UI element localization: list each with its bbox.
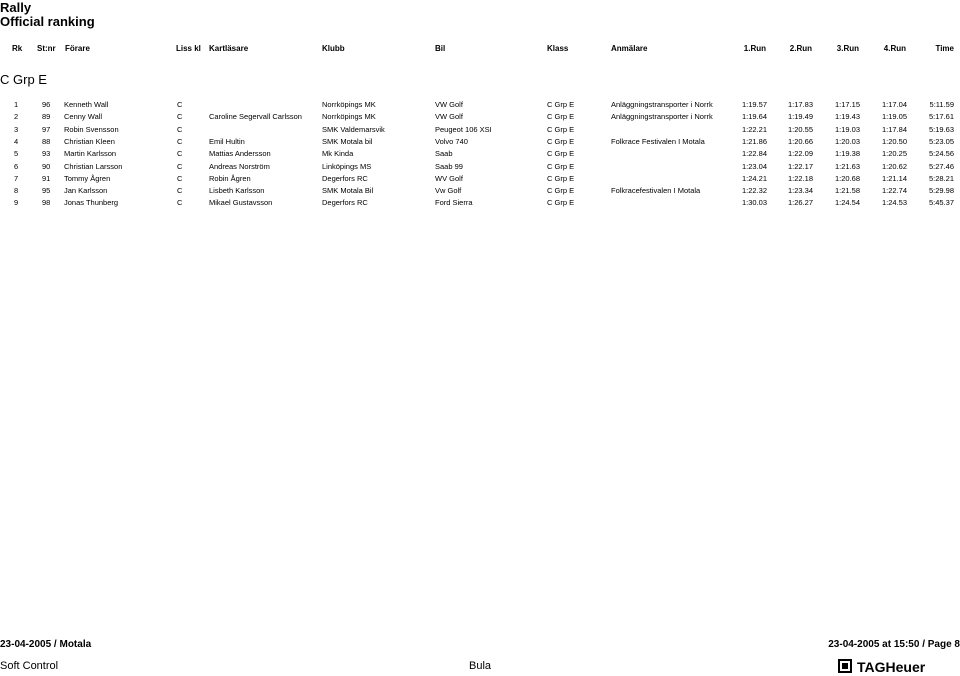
- cell-klubb: Degerfors RC: [322, 198, 368, 208]
- cell-run3: 1:17.15: [834, 100, 860, 109]
- doc-title: Rally: [0, 0, 32, 15]
- header-run4: 4.Run: [883, 44, 906, 53]
- footer-software: Soft Control: [0, 660, 59, 672]
- cell-time: 5:24.56: [928, 149, 954, 159]
- cell-stnr: 93: [42, 149, 51, 159]
- cell-anmalare: Folkracefestivalen I Motala: [611, 186, 701, 196]
- cell-run4: 1:17.04: [881, 100, 907, 109]
- cell-stnr: 89: [42, 112, 51, 122]
- cell-anmalare: Anläggningstransporter i Norrk: [611, 112, 713, 122]
- cell-klubb: Norrköpings MK: [322, 112, 376, 122]
- cell-klubb: SMK Motala bil: [322, 136, 373, 146]
- table-row: [0, 197, 960, 209]
- cell-klass: C Grp E: [547, 186, 575, 196]
- cell-forare: Jonas Thunberg: [64, 198, 119, 208]
- table-row: [0, 111, 960, 123]
- cell-klubb: Degerfors RC: [322, 173, 368, 183]
- cell-run3: 1:24.54: [834, 198, 860, 208]
- cell-klass: C Grp E: [547, 198, 575, 208]
- table-row: [0, 148, 960, 160]
- cell-rk: 7: [14, 173, 19, 183]
- cell-lisskl: C: [177, 198, 183, 208]
- cell-forare: Kenneth Wall: [64, 100, 109, 109]
- cell-forare: Jan Karlsson: [64, 186, 108, 196]
- table-row: [0, 136, 960, 148]
- cell-run2: 1:22.18: [787, 173, 813, 183]
- header-kartlasare: Kartläsare: [209, 44, 249, 53]
- cell-run4: 1:17.84: [881, 124, 907, 134]
- cell-run4: 1:20.62: [881, 161, 907, 171]
- cell-run1: 1:19.57: [741, 100, 767, 109]
- cell-klass: C Grp E: [547, 124, 575, 134]
- cell-stnr: 96: [42, 100, 51, 109]
- cell-bil: VW Golf: [435, 100, 463, 109]
- cell-bil: VW Golf: [435, 112, 463, 122]
- cell-lisskl: C: [177, 136, 183, 146]
- cell-run4: 1:19.05: [881, 112, 907, 122]
- cell-forare: Christian Kleen: [64, 136, 115, 146]
- cell-kartlasare: Caroline Segervall Carlsson: [209, 112, 302, 122]
- cell-lisskl: C: [177, 161, 183, 171]
- cell-rk: 2: [14, 112, 19, 122]
- cell-klass: C Grp E: [547, 136, 575, 146]
- cell-stnr: 91: [42, 173, 51, 183]
- cell-klass: C Grp E: [547, 149, 575, 159]
- cell-bil: Vw Golf: [435, 186, 462, 196]
- cell-forare: Christian Larsson: [64, 161, 123, 171]
- cell-run1: 1:24.21: [741, 173, 767, 183]
- cell-run3: 1:19.38: [834, 149, 860, 159]
- cell-bil: Peugeot 106 XSI: [435, 124, 492, 134]
- cell-rk: 3: [14, 124, 19, 134]
- cell-kartlasare: Mikael Gustavsson: [209, 198, 273, 208]
- cell-kartlasare: Mattias Andersson: [209, 149, 271, 159]
- header-anmalare: Anmälare: [611, 44, 648, 53]
- cell-bil: Volvo 740: [435, 136, 468, 146]
- cell-kartlasare: Lisbeth Karlsson: [209, 186, 265, 196]
- cell-forare: Cenny Wall: [64, 112, 103, 122]
- header-run3: 3.Run: [836, 44, 859, 53]
- cell-kartlasare: Robin Ågren: [209, 173, 251, 183]
- cell-rk: 9: [14, 198, 19, 208]
- footer-center-label: Bula: [469, 660, 492, 672]
- cell-klubb: Norrköpings MK: [322, 100, 376, 109]
- cell-bil: Ford Sierra: [435, 198, 473, 208]
- cell-run1: 1:19.64: [741, 112, 767, 122]
- cell-lisskl: C: [177, 112, 183, 122]
- cell-rk: 6: [14, 161, 19, 171]
- cell-run4: 1:21.14: [881, 173, 907, 183]
- cell-run2: 1:22.17: [787, 161, 813, 171]
- cell-lisskl: C: [177, 186, 183, 196]
- header-time: Time: [935, 44, 954, 53]
- tagheuer-logo: [838, 657, 960, 675]
- cell-run2: 1:20.55: [787, 124, 813, 134]
- logo-text: TAGHeuer: [857, 659, 926, 675]
- cell-lisskl: C: [177, 100, 183, 109]
- header-stnr: St:nr: [37, 44, 56, 53]
- cell-klubb: SMK Motala Bil: [322, 186, 374, 196]
- header-run2: 2.Run: [789, 44, 812, 53]
- cell-run3: 1:20.68: [834, 173, 860, 183]
- cell-lisskl: C: [177, 149, 183, 159]
- cell-rk: 4: [14, 136, 19, 146]
- cell-run1: 1:22.21: [741, 124, 767, 134]
- cell-klass: C Grp E: [547, 161, 575, 171]
- cell-forare: Tommy Ågren: [64, 173, 111, 183]
- cell-run4: 1:24.53: [881, 198, 907, 208]
- cell-klass: C Grp E: [547, 100, 575, 109]
- cell-stnr: 88: [42, 136, 51, 146]
- cell-klubb: Mk Kinda: [322, 149, 354, 159]
- cell-run1: 1:21.86: [741, 136, 767, 146]
- cell-run1: 1:22.32: [741, 186, 767, 196]
- cell-bil: Saab 99: [435, 161, 463, 171]
- table-row: [0, 161, 960, 173]
- cell-klass: C Grp E: [547, 173, 575, 183]
- cell-run3: 1:21.63: [834, 161, 860, 171]
- cell-time: 5:23.05: [928, 136, 954, 146]
- cell-stnr: 90: [42, 161, 51, 171]
- cell-run2: 1:17.83: [787, 100, 813, 109]
- cell-klass: C Grp E: [547, 112, 575, 122]
- cell-stnr: 95: [42, 186, 51, 196]
- cell-anmalare: Anläggningstransporter i Norrk: [611, 100, 713, 109]
- header-run1: 1.Run: [743, 44, 766, 53]
- table-row: [0, 124, 960, 136]
- cell-klubb: Linköpings MS: [322, 161, 372, 171]
- cell-forare: Robin Svensson: [64, 124, 119, 134]
- header-bil: Bil: [435, 44, 446, 53]
- cell-run2: 1:26.27: [787, 198, 813, 208]
- table-row: [0, 185, 960, 197]
- cell-run1: 1:30.03: [741, 198, 767, 208]
- cell-time: 5:19.63: [928, 124, 954, 134]
- header-klubb: Klubb: [322, 44, 345, 53]
- cell-run3: 1:21.58: [834, 186, 860, 196]
- cell-lisskl: C: [177, 173, 183, 183]
- cell-bil: Saab: [435, 149, 453, 159]
- class-group-heading: C Grp E: [0, 72, 47, 87]
- cell-stnr: 98: [42, 198, 51, 208]
- cell-time: 5:11.59: [929, 100, 954, 109]
- cell-run2: 1:20.66: [787, 136, 813, 146]
- cell-time: 5:17.61: [928, 112, 954, 122]
- cell-run1: 1:22.84: [741, 149, 767, 159]
- cell-run4: 1:22.74: [881, 186, 907, 196]
- header-lisskl: Liss kl: [176, 44, 201, 53]
- table-row: [0, 99, 960, 111]
- cell-run4: 1:20.25: [881, 149, 907, 159]
- cell-anmalare: Folkrace Festivalen I Motala: [611, 136, 705, 146]
- cell-run3: 1:19.43: [834, 112, 860, 122]
- cell-time: 5:29.98: [928, 186, 954, 196]
- cell-kartlasare: Emil Hultin: [209, 136, 245, 146]
- cell-forare: Martin Karlsson: [64, 149, 117, 159]
- cell-stnr: 97: [42, 124, 51, 134]
- cell-rk: 8: [14, 186, 19, 196]
- doc-subtitle: Official ranking: [0, 14, 95, 29]
- cell-run2: 1:23.34: [787, 186, 813, 196]
- cell-run3: 1:20.03: [834, 136, 860, 146]
- cell-lisskl: C: [177, 124, 183, 134]
- header-forare: Förare: [65, 44, 90, 53]
- cell-bil: WV Golf: [435, 173, 463, 183]
- header-rk: Rk: [12, 44, 23, 53]
- cell-klubb: SMK Valdemarsvik: [322, 124, 385, 134]
- cell-run3: 1:19.03: [834, 124, 860, 134]
- cell-kartlasare: Andreas Norström: [209, 161, 270, 171]
- cell-run4: 1:20.50: [881, 136, 907, 146]
- cell-rk: 5: [14, 149, 19, 159]
- cell-rk: 1: [14, 100, 19, 109]
- cell-run2: 1:22.09: [787, 149, 813, 159]
- cell-time: 5:45.37: [928, 198, 954, 208]
- footer-timestamp-page: 23-04-2005 at 15:50 / Page 8: [828, 639, 960, 650]
- cell-time: 5:28.21: [928, 173, 954, 183]
- cell-run1: 1:23.04: [741, 161, 767, 171]
- table-row: [0, 173, 960, 185]
- footer-date-location: 23-04-2005 / Motala: [0, 639, 92, 650]
- cell-run2: 1:19.49: [787, 112, 813, 122]
- cell-time: 5:27.46: [928, 161, 954, 171]
- header-klass: Klass: [547, 44, 569, 53]
